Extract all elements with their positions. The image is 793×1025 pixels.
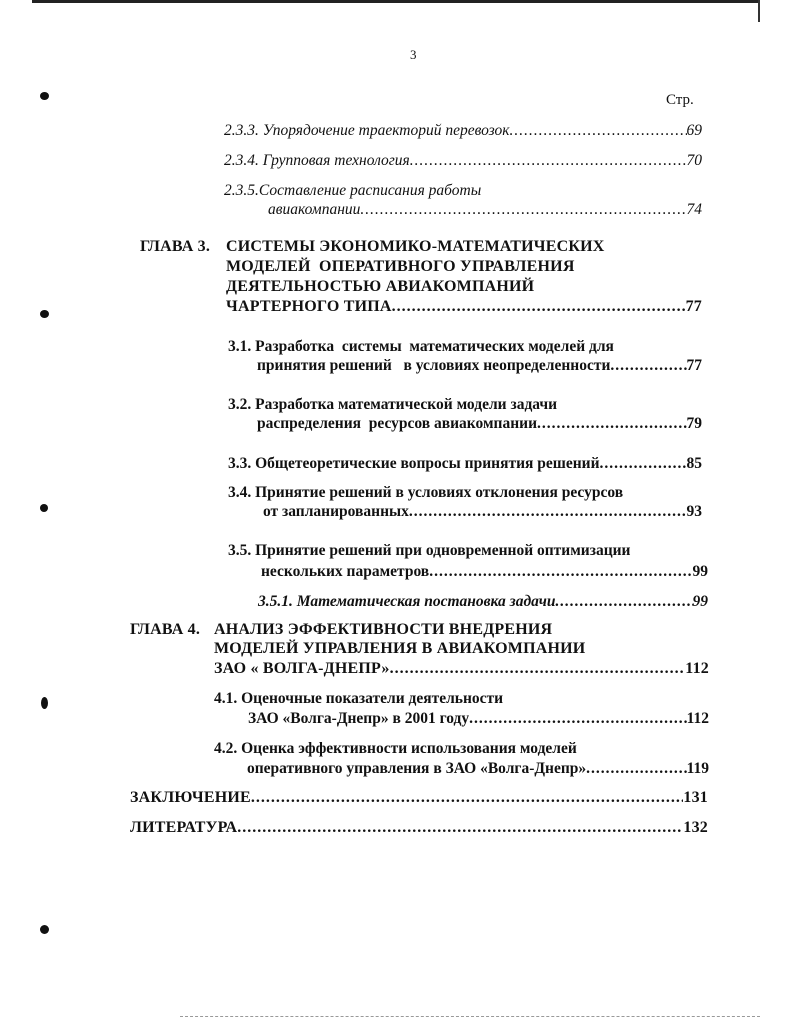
toc-entry-3-4[interactable] <box>263 503 702 521</box>
toc-entry-title: ЧАРТЕРНОГО ТИПА <box>226 298 392 315</box>
toc-entry-title: ЗАО « ВОЛГА-ДНЕПР» <box>214 660 390 677</box>
chapter-4-label: ГЛАВА 4. <box>130 621 201 638</box>
toc-entry-page: 69 <box>686 122 702 139</box>
chapter-4-title-line2[interactable]: МОДЕЛЕЙ УПРАВЛЕНИЯ В АВИАКОМПАНИИ <box>214 640 586 657</box>
toc-entry-2-3-3[interactable] <box>224 122 702 140</box>
toc-entry-3-1-line1[interactable]: 3.1. Разработка системы математических моделей для <box>228 338 614 355</box>
punch-mark <box>40 925 49 934</box>
toc-entry-page: 99 <box>692 593 708 610</box>
toc-entry-2-3-5-line1[interactable]: 2.3.5.Составление расписания работы <box>224 182 482 199</box>
page-column-header: Стр. <box>666 92 694 108</box>
toc-entry-3-5[interactable] <box>261 563 708 581</box>
toc-entry-3-2-line1[interactable]: 3.2. Разработка математической модели задачи <box>228 396 558 413</box>
dot-leader <box>469 710 686 728</box>
toc-entry-title: 3.3. Общетеоретические вопросы принятия решений <box>228 455 600 472</box>
toc-entry-page: 99 <box>692 563 708 580</box>
toc-entry-conclusion[interactable] <box>130 789 708 807</box>
chapter-3-label: ГЛАВА 3. <box>140 238 211 255</box>
toc-entry-4-1[interactable] <box>248 710 709 728</box>
toc-entry-page: 77 <box>686 357 702 374</box>
toc-entry-title: ЗАКЛЮЧЕНИЕ <box>130 789 251 806</box>
dot-leader <box>586 760 686 778</box>
toc-entry-page: 77 <box>685 298 702 315</box>
toc-entry-title: от запланированных <box>263 503 409 520</box>
toc-entry-title: 3.5.1. Математическая постановка задачи <box>258 593 556 610</box>
punch-mark <box>40 92 49 100</box>
dot-leader <box>537 415 686 433</box>
dot-leader <box>410 152 687 170</box>
page-number: 3 <box>410 47 417 62</box>
dot-leader <box>600 455 687 473</box>
dot-leader <box>409 503 687 521</box>
toc-entry-2-3-5[interactable] <box>268 201 702 219</box>
toc-entry-page: 112 <box>686 710 709 727</box>
toc-entry-4-1-line1[interactable]: 4.1. Оценочные показатели деятельности <box>214 690 504 707</box>
dot-leader <box>390 660 686 678</box>
toc-entry-title: ЗАО «Волга-Днепр» в 2001 году <box>248 710 470 727</box>
toc-entry-title: 2.3.3. Упорядочение траекторий перевозок <box>224 122 510 139</box>
chapter-3-title-line4[interactable] <box>226 298 702 316</box>
toc-entry-title: авиакомпании <box>268 201 361 218</box>
toc-entry-3-4-line1[interactable]: 3.4. Принятие решений в условиях отклонения ресурсов <box>228 484 624 501</box>
dot-leader <box>510 122 687 140</box>
toc-entry-page: 74 <box>686 201 702 218</box>
toc-entry-title: 2.3.4. Групповая технология <box>224 152 410 169</box>
toc-entry-page: 112 <box>685 660 709 677</box>
toc-entry-3-1[interactable] <box>257 357 702 375</box>
dot-leader <box>360 201 686 219</box>
dot-leader <box>251 789 683 807</box>
chapter-3-title-line2[interactable]: МОДЕЛЕЙ ОПЕРАТИВНОГО УПРАВЛЕНИЯ <box>226 258 575 275</box>
chapter-4-title-line1[interactable]: АНАЛИЗ ЭФФЕКТИВНОСТИ ВНЕДРЕНИЯ <box>214 621 553 638</box>
scan-edge-noise <box>180 1016 760 1018</box>
chapter-3-title-line3[interactable]: ДЕЯТЕЛЬНОСТЬЮ АВИАКОМПАНИЙ <box>226 278 535 295</box>
toc-entry-4-2-line1[interactable]: 4.2. Оценка эффективности использования моделей <box>214 740 577 757</box>
toc-entry-4-2[interactable] <box>247 760 709 778</box>
toc-entry-page: 79 <box>686 415 702 432</box>
punch-mark <box>41 697 48 709</box>
toc-entry-title: нескольких параметров <box>261 563 430 580</box>
dot-leader <box>610 357 686 375</box>
toc-entry-page: 93 <box>686 503 702 520</box>
toc-entry-page: 70 <box>686 152 702 169</box>
toc-entry-page: 85 <box>686 455 702 472</box>
toc-entry-3-5-line1[interactable]: 3.5. Принятие решений при одновременной оптимизации <box>228 542 631 559</box>
dot-leader <box>237 819 683 837</box>
dot-leader <box>429 563 692 581</box>
toc-entry-title: ЛИТЕРАТУРА <box>130 819 238 836</box>
toc-entry-page: 132 <box>683 819 708 836</box>
dot-leader <box>555 593 692 611</box>
scan-frame-top <box>32 0 760 3</box>
punch-mark <box>40 504 48 512</box>
scan-frame-right <box>758 0 760 22</box>
chapter-3-title-line1[interactable]: СИСТЕМЫ ЭКОНОМИКО-МАТЕМАТИЧЕСКИХ <box>226 238 605 255</box>
toc-entry-title: распределения ресурсов авиакомпании <box>257 415 538 432</box>
toc-entry-title: принятия решений в условиях неопределенности <box>257 357 611 374</box>
toc-entry-page: 119 <box>686 760 709 777</box>
toc-entry-title: оперативного управления в ЗАО «Волга-Днепр» <box>247 760 587 777</box>
chapter-4-title-line3[interactable] <box>214 660 709 678</box>
toc-entry-3-2[interactable] <box>257 415 702 433</box>
toc-entry-3-5-1[interactable] <box>258 593 708 611</box>
toc-entry-2-3-4[interactable] <box>224 152 702 170</box>
toc-entry-literature[interactable] <box>130 819 708 837</box>
punch-mark <box>40 310 49 318</box>
dot-leader <box>392 298 686 316</box>
toc-entry-3-3[interactable] <box>228 455 702 473</box>
toc-entry-page: 131 <box>683 789 708 806</box>
